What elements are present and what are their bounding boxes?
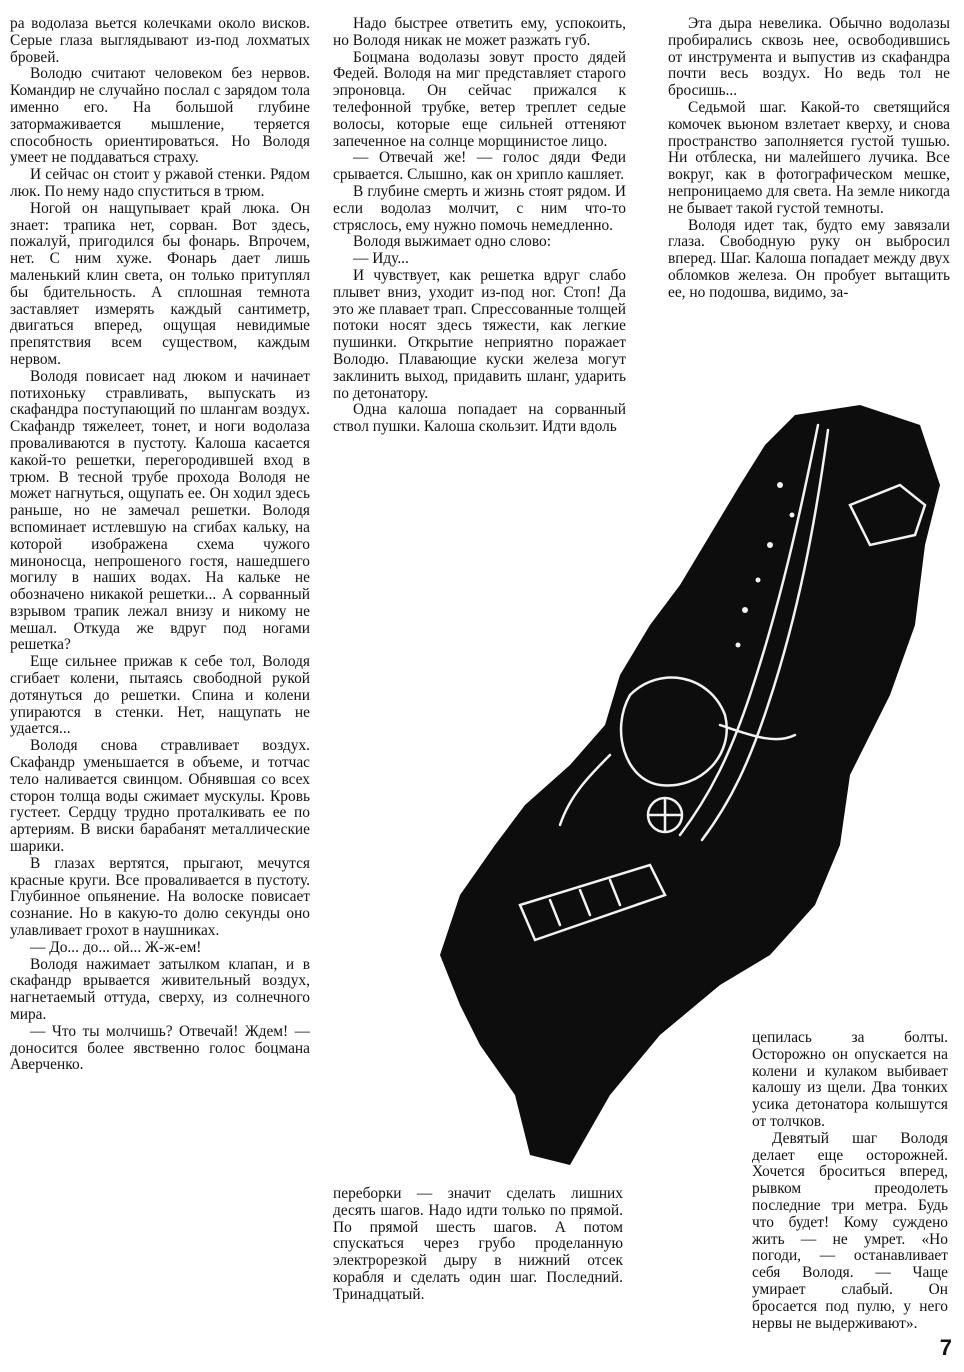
paragraph: Эта дыра невелика. Обычно водолазы пробирались сквозь нее, освободившись от инструмента и выпустив из скафандра почти весь воздух. Но ведь тол не бросишь...	[668, 15, 950, 100]
paragraph: переборки — значит сделать лишних десять шагов. Надо идти только по прямой. По прямой шесть шагов. А потом спускаться через грубо проделанную электрорезкой дыру в нижний отсек корабля и сделать один шаг. Последний. Тринадцатый.	[333, 1185, 623, 1303]
paragraph: Надо быстрее ответить ему, успокоить, но Володя никак не может разжать губ.	[333, 15, 626, 49]
paragraph: Седьмой шаг. Какой-то светящийся комочек вьюном взлетает кверху, и снова пространство заполняется густой тушью. Ни отблеска, ни малейшего лучика. Все вокруг, как в фотографическом мешке, непроницаемо для света. На земле никогда не бывает такой густой темноты.	[668, 98, 950, 217]
paragraph: Ногой он нащупывает край люка. Он знает: трапика нет, сорван. Вот здесь, пожалуй, пригодился бы фонарь. Впрочем, нет. С ним хуже. Фонарь дает лишь маленький клин света, он только притуплял бы бдительность. А сплошная темнота заставляет измерять каждый сантиметр, двигаться вперед, ощущая невидимые препятствия всем существом, каждым нервом.	[10, 199, 310, 368]
paragraph: — До... до... ой... Ж-ж-ем!	[30, 938, 202, 956]
paragraph: Одна калоша попадает на сорванный ствол пушки. Калоша скользит. Идти вдоль	[333, 401, 626, 436]
paragraph: — Иду...	[353, 250, 409, 268]
paragraph: Володя снова стравливает воздух. Скафандр уменьшается в объеме, и тотчас тело наливается свинцом. Обнявшая со всех сторон толща воды сжимает мускулы. Кровь густеет. Сердцу трудно проталкивать ее по артериям. В виски барабанят металлические шарики.	[10, 737, 310, 856]
column-1	[10, 16, 310, 1074]
paragraph: В глазах вертятся, прыгают, мечутся красные круги. Все проваливается в пустоту. Глубинное опьянение. На волоске повисает сознание. Но в какую-то долю секунды оно улавливает грохот в наушниках.	[10, 854, 310, 940]
paragraph: В глубине смерть и жизнь стоят рядом. И если водолаз молчит, с ним что-то стряслось, ему нужно помочь немедленно.	[333, 182, 626, 234]
paragraph: Боцмана водолазы зовут просто дядей Федей. Володя на миг представляет старого эпроновца. Он сейчас прижался к телефонной трубке, ветер треплет седые волосы, которые еще сильней оттеняют запеченное на солнце морщинистое лицо.	[333, 48, 626, 150]
paragraph: Володя нажимает затылком клапан, и в скафандр врывается живительный воздух, нагнетаемый оттуда, сверху, из солнечного мира.	[10, 955, 310, 1024]
paragraph: Девятый шаг Володя делает еще осторожней. Хочется броситься вперед, рывком преодолеть последние три метра. Будь что будет! Кому суждено жить — не умрет. «Но погоди, — останавливает себя Володя. — Чаще умирает слабый. Он бросается под пулю, у него нервы не выдерживают».	[752, 1129, 948, 1332]
paragraph: И сейчас он стоит у ржавой стенки. Рядом люк. По нему надо спуститься в трюм.	[10, 166, 310, 200]
paragraph: цепилась за болты. Осторожно он опускается на колени и кулаком выбивает калошу из щели. Два тонких усика детонатора колышутся от толчков.	[752, 1029, 948, 1130]
paragraph: ра водолаза вьется колечками около висков. Серые глаза выглядывают из-под лохматых бровей.	[10, 15, 310, 66]
column-3	[668, 16, 950, 302]
column-2-lower	[333, 1186, 623, 1304]
paragraph: Еще сильнее прижав к себе тол, Володя сгибает колени, пытаясь свободной рукой дотянуться до решетки. Спина и колени упираются в стенки. Нет, нащупать не удается...	[10, 653, 310, 738]
paragraph: Володя выжимает одно слово:	[353, 233, 551, 251]
column-3-lower	[752, 1030, 948, 1332]
column-2	[333, 16, 626, 436]
paragraph: Володя идет так, будто ему завязали глаза. Свободную руку он выбросил вперед. Шаг. Калоша попадает между двух обломков железа. Он пробует вытащить ее, но подошва, видимо, за-	[668, 216, 950, 301]
paragraph: Володю считают человеком без нервов. Командир не случайно послал с зарядом тола именно его. На большой глубине затормаживается мышление, теряется способность ориентироваться. Но Володя умеет не поддаваться страху.	[10, 65, 310, 167]
paragraph: — Что ты молчишь? Отвечай! Ждем! — доносится более явственно голос боцмана Аверченко.	[10, 1022, 310, 1074]
paragraph: И чувствует, как решетка вдруг слабо плывет вниз, уходит из-под ног. Стоп! Да это же плавает трап. Спрессованные толщей потоки носят здесь тяжести, как легкие пушинки. Открытие неприятно поражает Володю. Плавающие куски железа могут заклинить выход, придавить шланг, ударить по детонатору.	[333, 266, 626, 402]
paragraph: — Отвечай же! — голос дяди Феди срывается. Слышно, как он хрипло кашляет.	[333, 149, 626, 184]
paragraph: Володя повисает над люком и начинает потихоньку стравливать, выпускать из скафандра поступающий по шлангам воздух. Скафандр тяжелеет, тонет, и ноги водолаза проваливаются в пустоту. Калоша касается какой-то решетки, перегородившей вход в трюм. В тесной трубе прохода Володя не может нагнуться, ощупать ее. Он ходил здесь раньше, но не замечал решетки. Володя вспоминает истлевшую на сгибах кальку, на которой изображена схема чужого миноносца, непрошеного гостя, нашедшего могилу в наших водах. На кальке не обозначено никакой решетки... А сорванный взрывом трапик лежал внизу и никому не мешал. Откуда же вдруг под ногами решетка?	[10, 367, 310, 654]
page-number: 7	[939, 1335, 952, 1360]
